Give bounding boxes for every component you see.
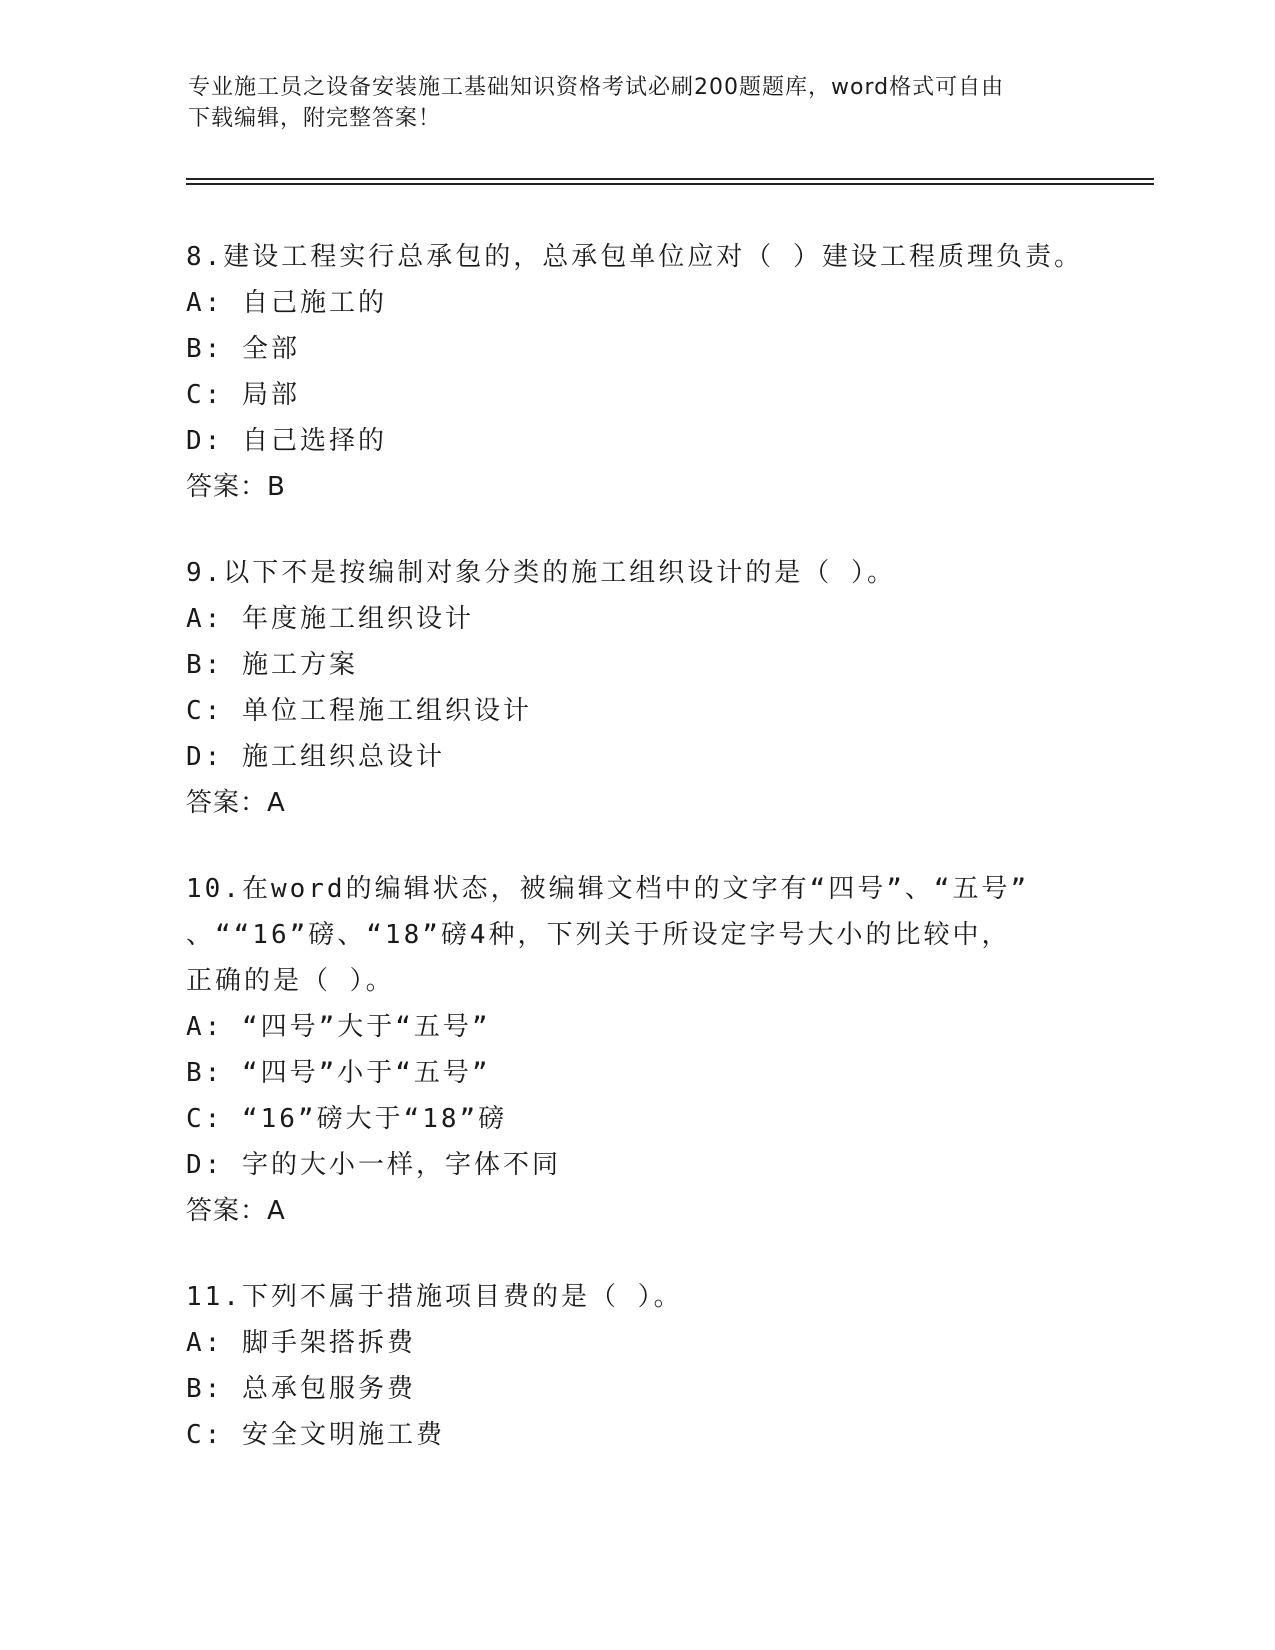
question-stem: 9.以下不是按编制对象分类的施工组织设计的是（ ）。 — [186, 558, 896, 588]
question-stem: 8.建设工程实行总承包的，总承包单位应对（ ）建设工程质理负责。 — [186, 242, 1083, 272]
question-stem-line-3: 正确的是（ ）。 — [186, 966, 395, 996]
option-d: D: 字的大小一样，字体不同 — [186, 1150, 561, 1180]
option-c: C: 局部 — [186, 380, 300, 410]
option-c: C: 单位工程施工组织设计 — [186, 696, 532, 726]
option-b: B: “四号”小于“五号” — [186, 1058, 491, 1088]
document-header — [188, 72, 1068, 134]
answer: 答案：B — [186, 472, 286, 502]
answer: 答案：A — [186, 788, 286, 818]
option-c: C: 安全文明施工费 — [186, 1420, 445, 1450]
option-b: B: 施工方案 — [186, 650, 358, 680]
question-10 — [186, 866, 1086, 1234]
question-stem: 11.下列不属于措施项目费的是（ ）。 — [186, 1282, 683, 1312]
header-divider-top — [186, 178, 1154, 180]
header-title-line-1: 专业施工员之设备安装施工基础知识资格考试必刷200题题库，word格式可自由 — [188, 75, 1005, 100]
option-a: A: 年度施工组织设计 — [186, 604, 474, 634]
option-d: D: 自己选择的 — [186, 426, 387, 456]
question-stem-line-2: 、““16”磅、“18”磅4种，下列关于所设定字号大小的比较中， — [186, 920, 1011, 950]
option-a: A: “四号”大于“五号” — [186, 1012, 491, 1042]
question-8 — [186, 234, 1086, 510]
question-9 — [186, 550, 1086, 826]
question-stem-line-1: 10.在word的编辑状态，被编辑文档中的文字有“四号”、“五号” — [186, 874, 1030, 904]
header-divider-bottom — [186, 183, 1154, 185]
question-list — [186, 234, 1086, 1498]
option-a: A: 脚手架搭拆费 — [186, 1328, 416, 1358]
option-b: B: 总承包服务费 — [186, 1374, 416, 1404]
question-11 — [186, 1274, 1086, 1458]
option-b: B: 全部 — [186, 334, 300, 364]
answer: 答案：A — [186, 1196, 286, 1226]
option-c: C: “16”磅大于“18”磅 — [186, 1104, 508, 1134]
header-title-line-2: 下载编辑，附完整答案！ — [188, 106, 442, 131]
option-a: A: 自己施工的 — [186, 288, 387, 318]
option-d: D: 施工组织总设计 — [186, 742, 445, 772]
